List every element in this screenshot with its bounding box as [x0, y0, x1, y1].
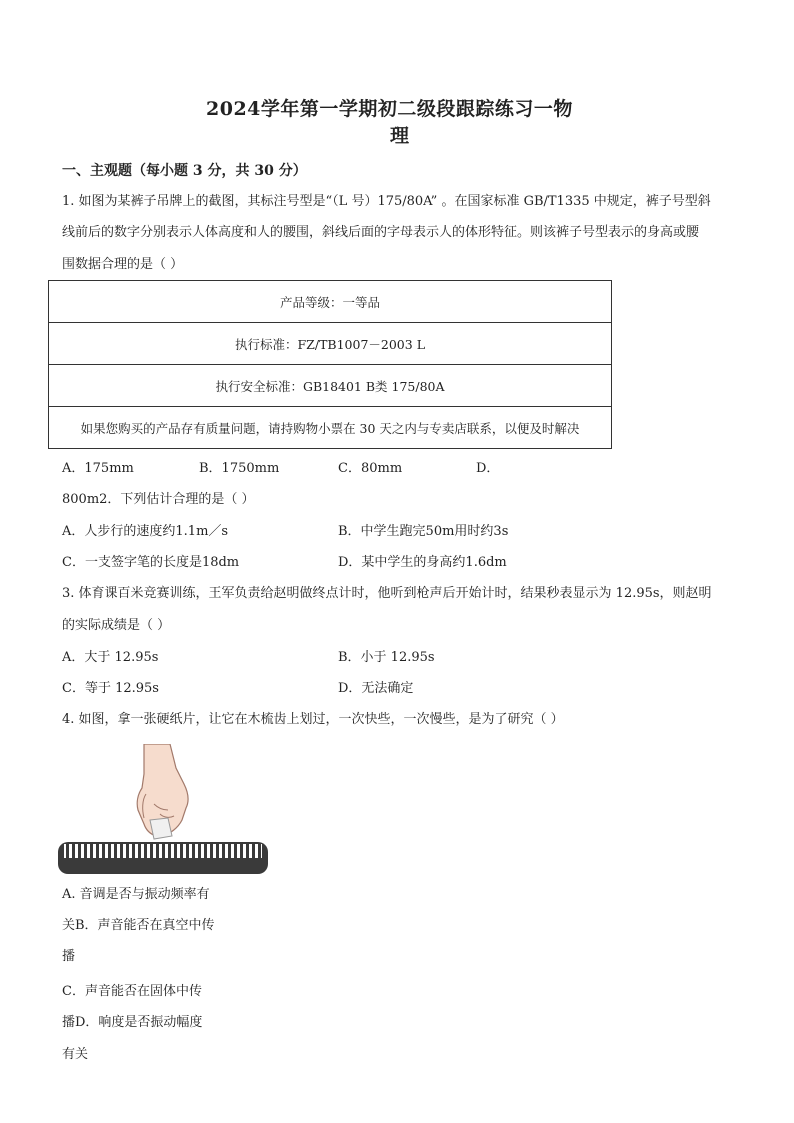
q3-stem-line2: 的实际成绩是（ ）	[62, 618, 171, 633]
page-title-line2: 理	[390, 125, 410, 147]
pants-tag-table	[48, 280, 612, 449]
tag-row: 执行安全标准：GB18401 B类 175/80A	[49, 365, 612, 407]
q2-option-b: B．中学生跑完50m用时约3s	[338, 524, 509, 539]
tag-row: 如果您购买的产品存有质量问题，请持购物小票在 30 天之内与专卖店联系，以便及时解决	[49, 407, 612, 449]
q1-option-d: D．	[476, 461, 500, 476]
q1-option-b: B．1750mm	[199, 461, 280, 476]
cardboard-icon	[150, 818, 172, 839]
q4-option-line: 关B．声音能否在真空中传	[62, 918, 215, 933]
q4-option-line: 播	[62, 949, 76, 964]
comb-illustration	[58, 744, 270, 874]
q4-option-line: C．声音能否在固体中传	[62, 984, 202, 999]
comb-icon	[58, 842, 268, 874]
q2-option-d: D．某中学生的身高约1.6dm	[338, 555, 507, 570]
q1-option-a: A．175mm	[62, 461, 134, 476]
q2-option-a: A．人步行的速度约1.1m／s	[62, 524, 229, 539]
q1-option-d-continued: 800m2．下列估计合理的是（ ）	[62, 492, 255, 507]
q1-stem-line2: 线前后的数字分别表示人体高度和人的腰围，斜线后面的字母表示人的体形特征。则该裤子号型表示的身高或腰	[62, 225, 700, 240]
q1-stem-line3: 围数据合理的是（ ）	[62, 257, 184, 272]
section-heading: 一、主观题（每小题 3 分，共 30 分）	[62, 163, 307, 179]
q3-option-a: A．大于 12.95s	[62, 650, 159, 665]
q4-stem-line1: 4. 如图，拿一张硬纸片，让它在木梳齿上划过，一次快些，一次慢些，是为了研究（ ）	[62, 712, 564, 727]
tag-row: 执行标准：FZ/TB1007－2003 L	[49, 323, 612, 365]
q3-option-d: D．无法确定	[338, 681, 414, 696]
q1-option-c: C．80mm	[338, 461, 403, 476]
q4-option-line: 播D．响度是否振动幅度	[62, 1015, 203, 1030]
tag-row: 产品等级：一等品	[49, 281, 612, 323]
q4-option-line: 有关	[62, 1047, 89, 1062]
q3-stem-line1: 3. 体育课百米竞赛训练，王军负责给赵明做终点计时，他听到枪声后开始计时，结果秒表显示为 12.95s，则赵明	[62, 586, 712, 601]
q3-option-b: B．小于 12.95s	[338, 650, 435, 665]
q4-option-line: A. 音调是否与振动频率有	[62, 887, 210, 902]
page-title-line1: 2024学年第一学期初二级段跟踪练习一物	[206, 98, 573, 120]
q1-stem-line1: 1. 如图为某裤子吊牌上的截图，其标注号型是“（L 号）175/80A” 。在国家标准 GB/T1335 中规定，裤子号型斜	[62, 194, 711, 209]
q2-option-c: C．一支签字笔的长度是18dm	[62, 555, 240, 570]
q3-option-c: C．等于 12.95s	[62, 681, 159, 696]
